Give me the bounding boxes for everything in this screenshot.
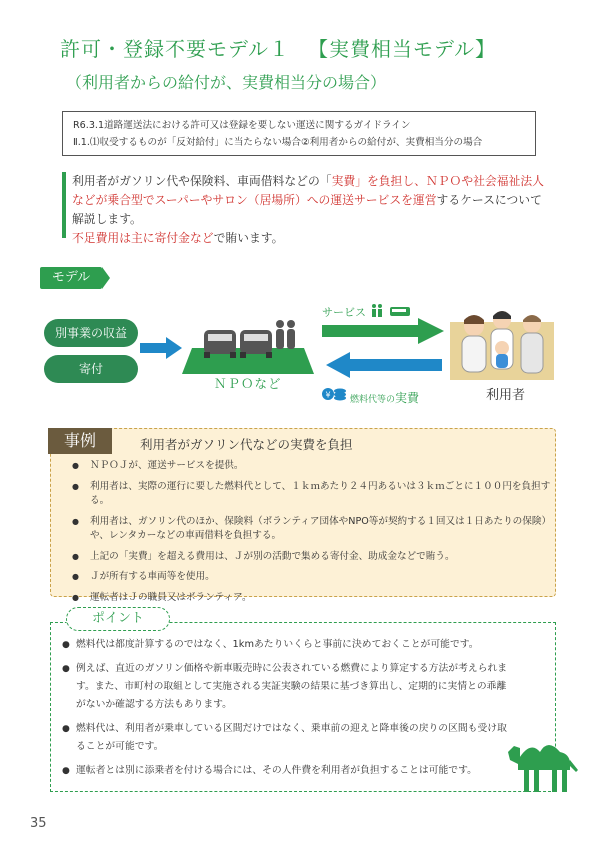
user-label: 利用者 bbox=[486, 388, 526, 403]
person-icon-2 bbox=[491, 311, 513, 369]
title-main: 許可・登録不要モデル１ bbox=[60, 37, 290, 61]
bullet-icon: ● bbox=[62, 664, 70, 674]
bullet-icon: ● bbox=[62, 640, 70, 650]
bullet-icon: ● bbox=[72, 592, 79, 602]
service-arrow-icon bbox=[322, 318, 444, 344]
revenue-source-pill: 別事業の収益 bbox=[44, 319, 138, 347]
fuel-label-small: 燃料代等の bbox=[350, 395, 396, 405]
point-item-text: 燃料代は都度計算するのではなく、1kmあたりいくらと事前に決めておくことが可能です。 bbox=[76, 639, 479, 650]
intro-paragraph-1: 利用者がガソリン代や保険料、車両借料などの「実費」を負担し、ＮＰＯや社会福祉法人などが乗合型でスーパーやサロン（居場所）への運送サービスを運営するケースについて解説します。 bbox=[72, 174, 544, 226]
list-item bbox=[72, 480, 552, 509]
title-bracket: 【実費相当モデル】 bbox=[308, 37, 496, 61]
intro-text-b: するケースについて解説します。 bbox=[72, 193, 542, 226]
bullet-icon: ● bbox=[72, 572, 79, 581]
intro-highlight: 実費」を負担し、ＮＰＯや社会福祉法人などが乗合型でスーパーやサロン（居場所）への運送サービスを運営 bbox=[72, 174, 544, 207]
intro-highlight-2: 不足費用は主に寄付金など bbox=[72, 231, 214, 245]
case-tag: 事例 bbox=[48, 428, 112, 454]
intro-text-c: で賄います。 bbox=[213, 231, 284, 245]
svg-text:¥: ¥ bbox=[325, 390, 331, 400]
model-tag: モデル bbox=[40, 267, 102, 289]
car-icon-2 bbox=[240, 330, 272, 358]
page-subtitle: （利用者からの給付が、実費相当分の場合） bbox=[66, 73, 387, 92]
page-title bbox=[60, 33, 496, 62]
list-item bbox=[62, 636, 514, 654]
funding-arrow-icon bbox=[140, 337, 182, 359]
bullet-icon: ● bbox=[72, 481, 79, 491]
intro-text-a: 利用者がガソリン代や保険料、車両借料などの bbox=[72, 174, 320, 188]
reference-line-1: R6.3.1道路運送法における許可又は登録を要しない運送に関するガイドライン bbox=[73, 120, 411, 131]
page-number: 35 bbox=[30, 816, 47, 831]
users-family-illustration bbox=[446, 306, 558, 380]
npo-label: ＮＰＯなど bbox=[214, 376, 282, 391]
list-item bbox=[72, 459, 552, 474]
bullet-icon: ● bbox=[72, 551, 79, 561]
case-list bbox=[72, 459, 552, 611]
person-icon-3 bbox=[521, 315, 543, 373]
bullet-icon: ● bbox=[72, 461, 79, 470]
staff-people-icon bbox=[276, 320, 295, 349]
case-title: 利用者がガソリン代などの実費を負担 bbox=[140, 437, 353, 452]
reference-line-2: Ⅱ.1.⑴収受するものが「反対給付」に当たらない場合②利用者からの給付が、実費相当分の場合 bbox=[73, 137, 483, 148]
case-item-text: Ｊが所有する車両等を使用。 bbox=[90, 571, 215, 582]
list-item bbox=[72, 550, 552, 565]
bullet-icon: ● bbox=[62, 724, 70, 734]
intro-accent-bar bbox=[62, 172, 66, 238]
list-item bbox=[72, 515, 552, 544]
service-icons bbox=[370, 304, 414, 318]
car-icon bbox=[204, 330, 236, 358]
intro-paragraph-2 bbox=[72, 229, 547, 248]
npo-vehicles-illustration bbox=[178, 318, 318, 376]
point-item-text: 燃料代は、利用者が乗車している区間だけではなく、乗車前の迎えと降車後の戻りの区間も受け取ることが可能です。 bbox=[76, 723, 507, 752]
list-item bbox=[62, 762, 514, 780]
payment-arrow-icon bbox=[326, 352, 442, 378]
fuel-cost-label bbox=[350, 389, 419, 406]
yen-coin-icon bbox=[320, 386, 348, 402]
list-item bbox=[62, 660, 514, 714]
point-list bbox=[62, 636, 514, 786]
intro-text bbox=[72, 172, 547, 248]
list-item bbox=[72, 591, 552, 606]
case-item-text: 上記の「実費」を超える費用は、Ｊが別の活動で集める寄付金、助成金などで賄う。 bbox=[90, 550, 455, 562]
donation-pill: 寄付 bbox=[44, 355, 138, 383]
reference-box bbox=[62, 111, 536, 156]
point-tag: ポイント bbox=[66, 607, 170, 631]
person-icon bbox=[462, 315, 486, 372]
bullet-icon: ● bbox=[62, 766, 70, 776]
point-item-text: 例えば、直近のガソリン価格や新車販売時に公表されている燃費により算定する方法が考えられます。また、市町村の取組として実施される実証実験の結果に基づき算出し、定期的に実情との乖離がないか確認する方法もあります。 bbox=[76, 663, 508, 710]
case-item-text: 運転者はＪの職員又はボランティア。 bbox=[90, 591, 252, 603]
service-label-text: サービス bbox=[322, 306, 366, 319]
point-item-text: 運転者とは別に添乗者を付ける場合には、その人件費を利用者が負担することは可能です。 bbox=[76, 765, 477, 776]
case-item-text: ＮＰＯＪが、運送サービスを提供。 bbox=[90, 460, 244, 471]
case-item-text: 利用者は、実際の運行に要した燃料代として、１ｋｍあたり２４円あるいは３ｋｍごとに１００円を負担する。 bbox=[90, 480, 551, 506]
case-item-text: 利用者は、ガソリン代のほか、保険料（ボランティア団体やNPO等が契約する１回又は１日あたりの保険）や、レンタカーなどの車両借料を負担する。 bbox=[90, 515, 552, 541]
bullet-icon: ● bbox=[72, 516, 79, 526]
list-item bbox=[72, 570, 552, 585]
list-item bbox=[62, 720, 514, 756]
fuel-label-big: 実費 bbox=[395, 391, 420, 405]
camel-icon bbox=[500, 730, 584, 794]
